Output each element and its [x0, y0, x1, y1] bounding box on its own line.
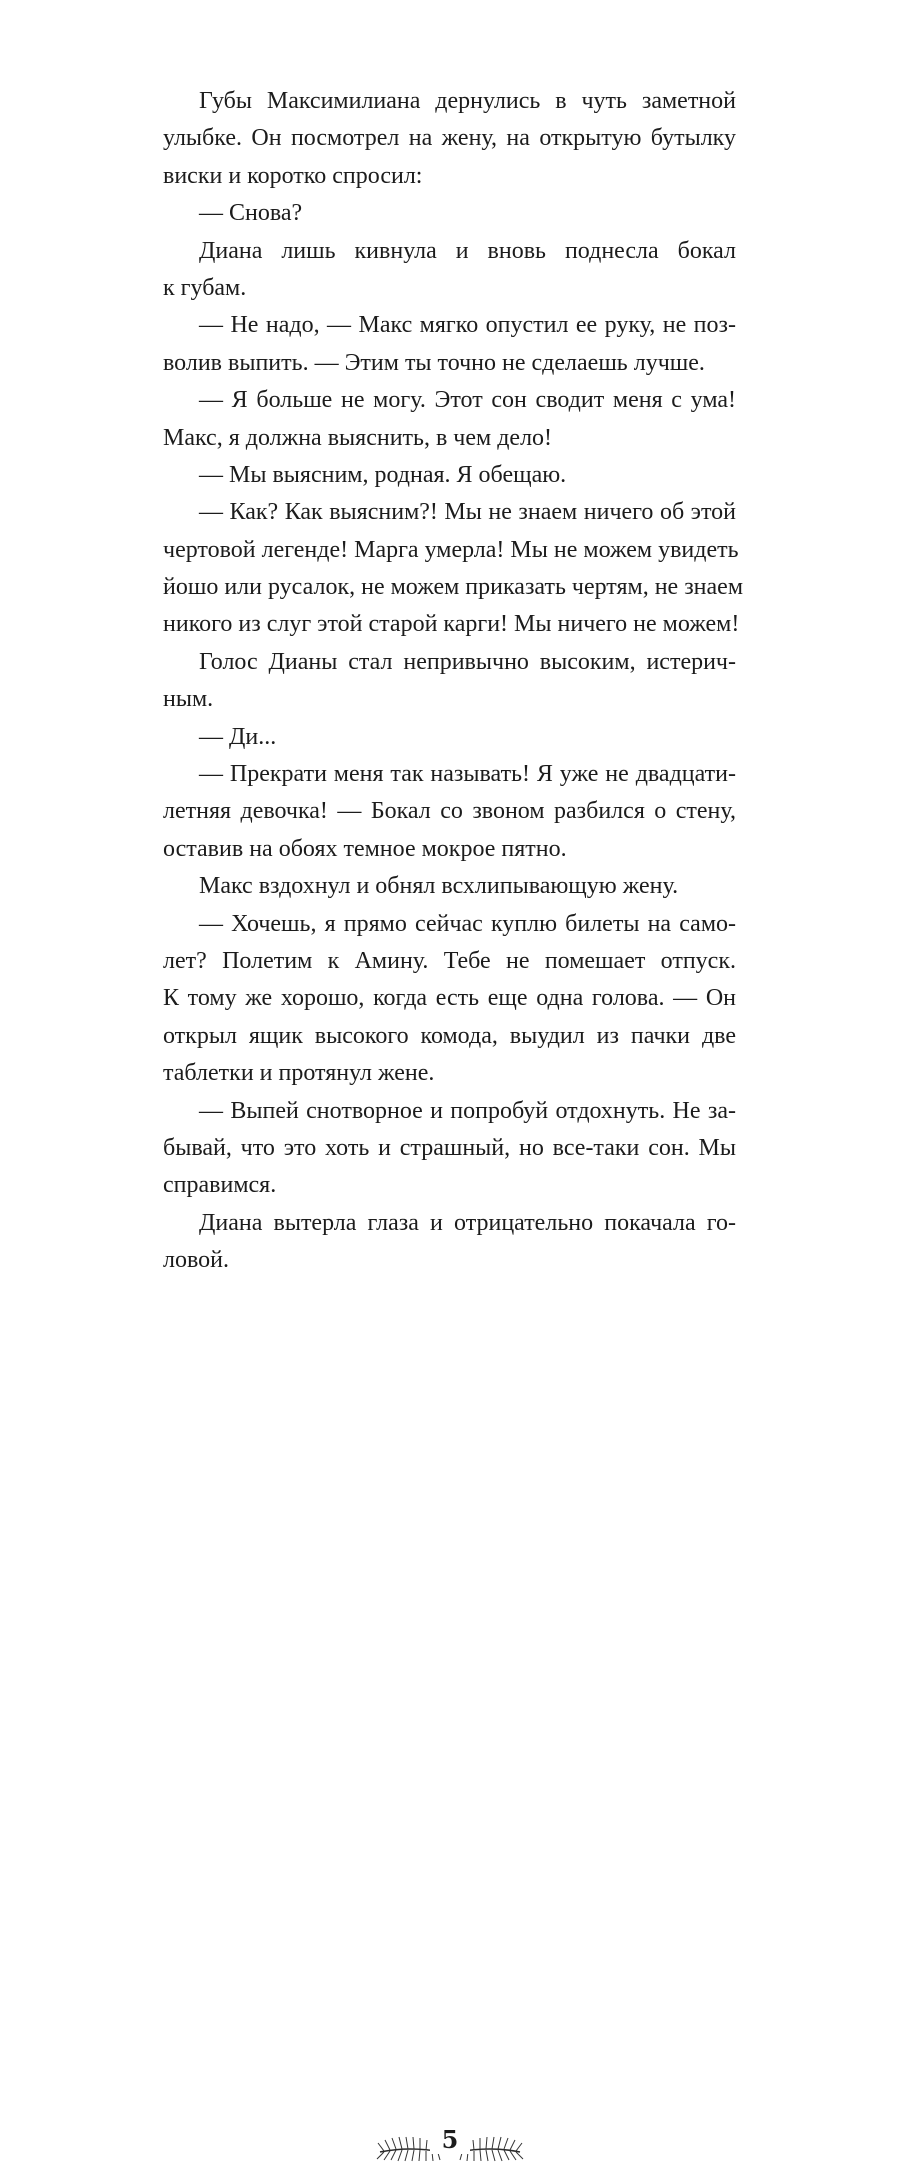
- text-line: Диана вытерла глаза и отрицательно покачала го-: [199, 1209, 736, 1236]
- text-line: ным.: [163, 686, 214, 713]
- text-line: Макс, я должна выяснить, в чем дело!: [163, 424, 553, 451]
- text-line: — Ди...: [199, 723, 277, 750]
- text-line: Губы Максимилиана дернулись в чуть заметной: [199, 88, 736, 114]
- page-number: 5: [430, 2126, 470, 2154]
- text-line: летняя девочка! — Бокал со звоном разбился о стену,: [163, 798, 736, 825]
- text-line: оставив на обоях темное мокрое пятно.: [163, 835, 567, 862]
- text-line: — Выпей снотворное и попробуй отдохнуть. Не за-: [199, 1097, 736, 1124]
- text-line: к губам.: [163, 274, 247, 301]
- text-line: бывай, что это хоть и страшный, но все-таки сон. Мы: [163, 1134, 736, 1161]
- text-line: — Снова?: [199, 200, 303, 227]
- text-line: — Не надо, — Макс мягко опустил ее руку, не поз-: [199, 312, 736, 339]
- text-line: открыл ящик высокого комода, выудил из пачки две: [163, 1022, 736, 1049]
- text-line: чертовой легенде! Марга умерла! Мы не можем увидеть: [163, 536, 739, 563]
- text-line: лет? Полетим к Амину. Тебе не помешает отпуск.: [163, 947, 736, 974]
- text-line: Голос Дианы стал непривычно высоким, истерич-: [199, 648, 736, 675]
- text-line: справимся.: [163, 1172, 277, 1199]
- text-line: — Мы выясним, родная. Я обещаю.: [199, 461, 567, 488]
- text-line: ловой.: [163, 1247, 229, 1274]
- text-line: — Как? Как выясним?! Мы не знаем ничего об этой: [199, 499, 736, 526]
- text-line: К тому же хорошо, когда есть еще одна голова. — Он: [163, 985, 736, 1012]
- text-line: виски и коротко спросил:: [163, 162, 423, 189]
- text-line: Диана лишь кивнула и вновь поднесла бокал: [199, 237, 736, 264]
- text-line: никого из слуг этой старой карги! Мы ничего не можем!: [163, 611, 740, 638]
- text-line: — Прекрати меня так называть! Я уже не двадцати-: [199, 761, 736, 788]
- text-line: — Я больше не могу. Этот сон сводит меня с ума!: [199, 387, 736, 414]
- text-line: волив выпить. — Этим ты точно не сделаешь лучше.: [163, 349, 705, 376]
- text-line: йошо или русалок, не можем приказать чертям, не знаем: [163, 574, 744, 601]
- text-line: таблетки и протянул жене.: [163, 1060, 435, 1087]
- text-line: улыбке. Он посмотрел на жену, на открытую бутылку: [163, 125, 736, 152]
- text-line: — Хочешь, я прямо сейчас куплю билеты на само-: [199, 910, 736, 937]
- text-line: Макс вздохнул и обнял всхлипывающую жену.: [199, 873, 679, 900]
